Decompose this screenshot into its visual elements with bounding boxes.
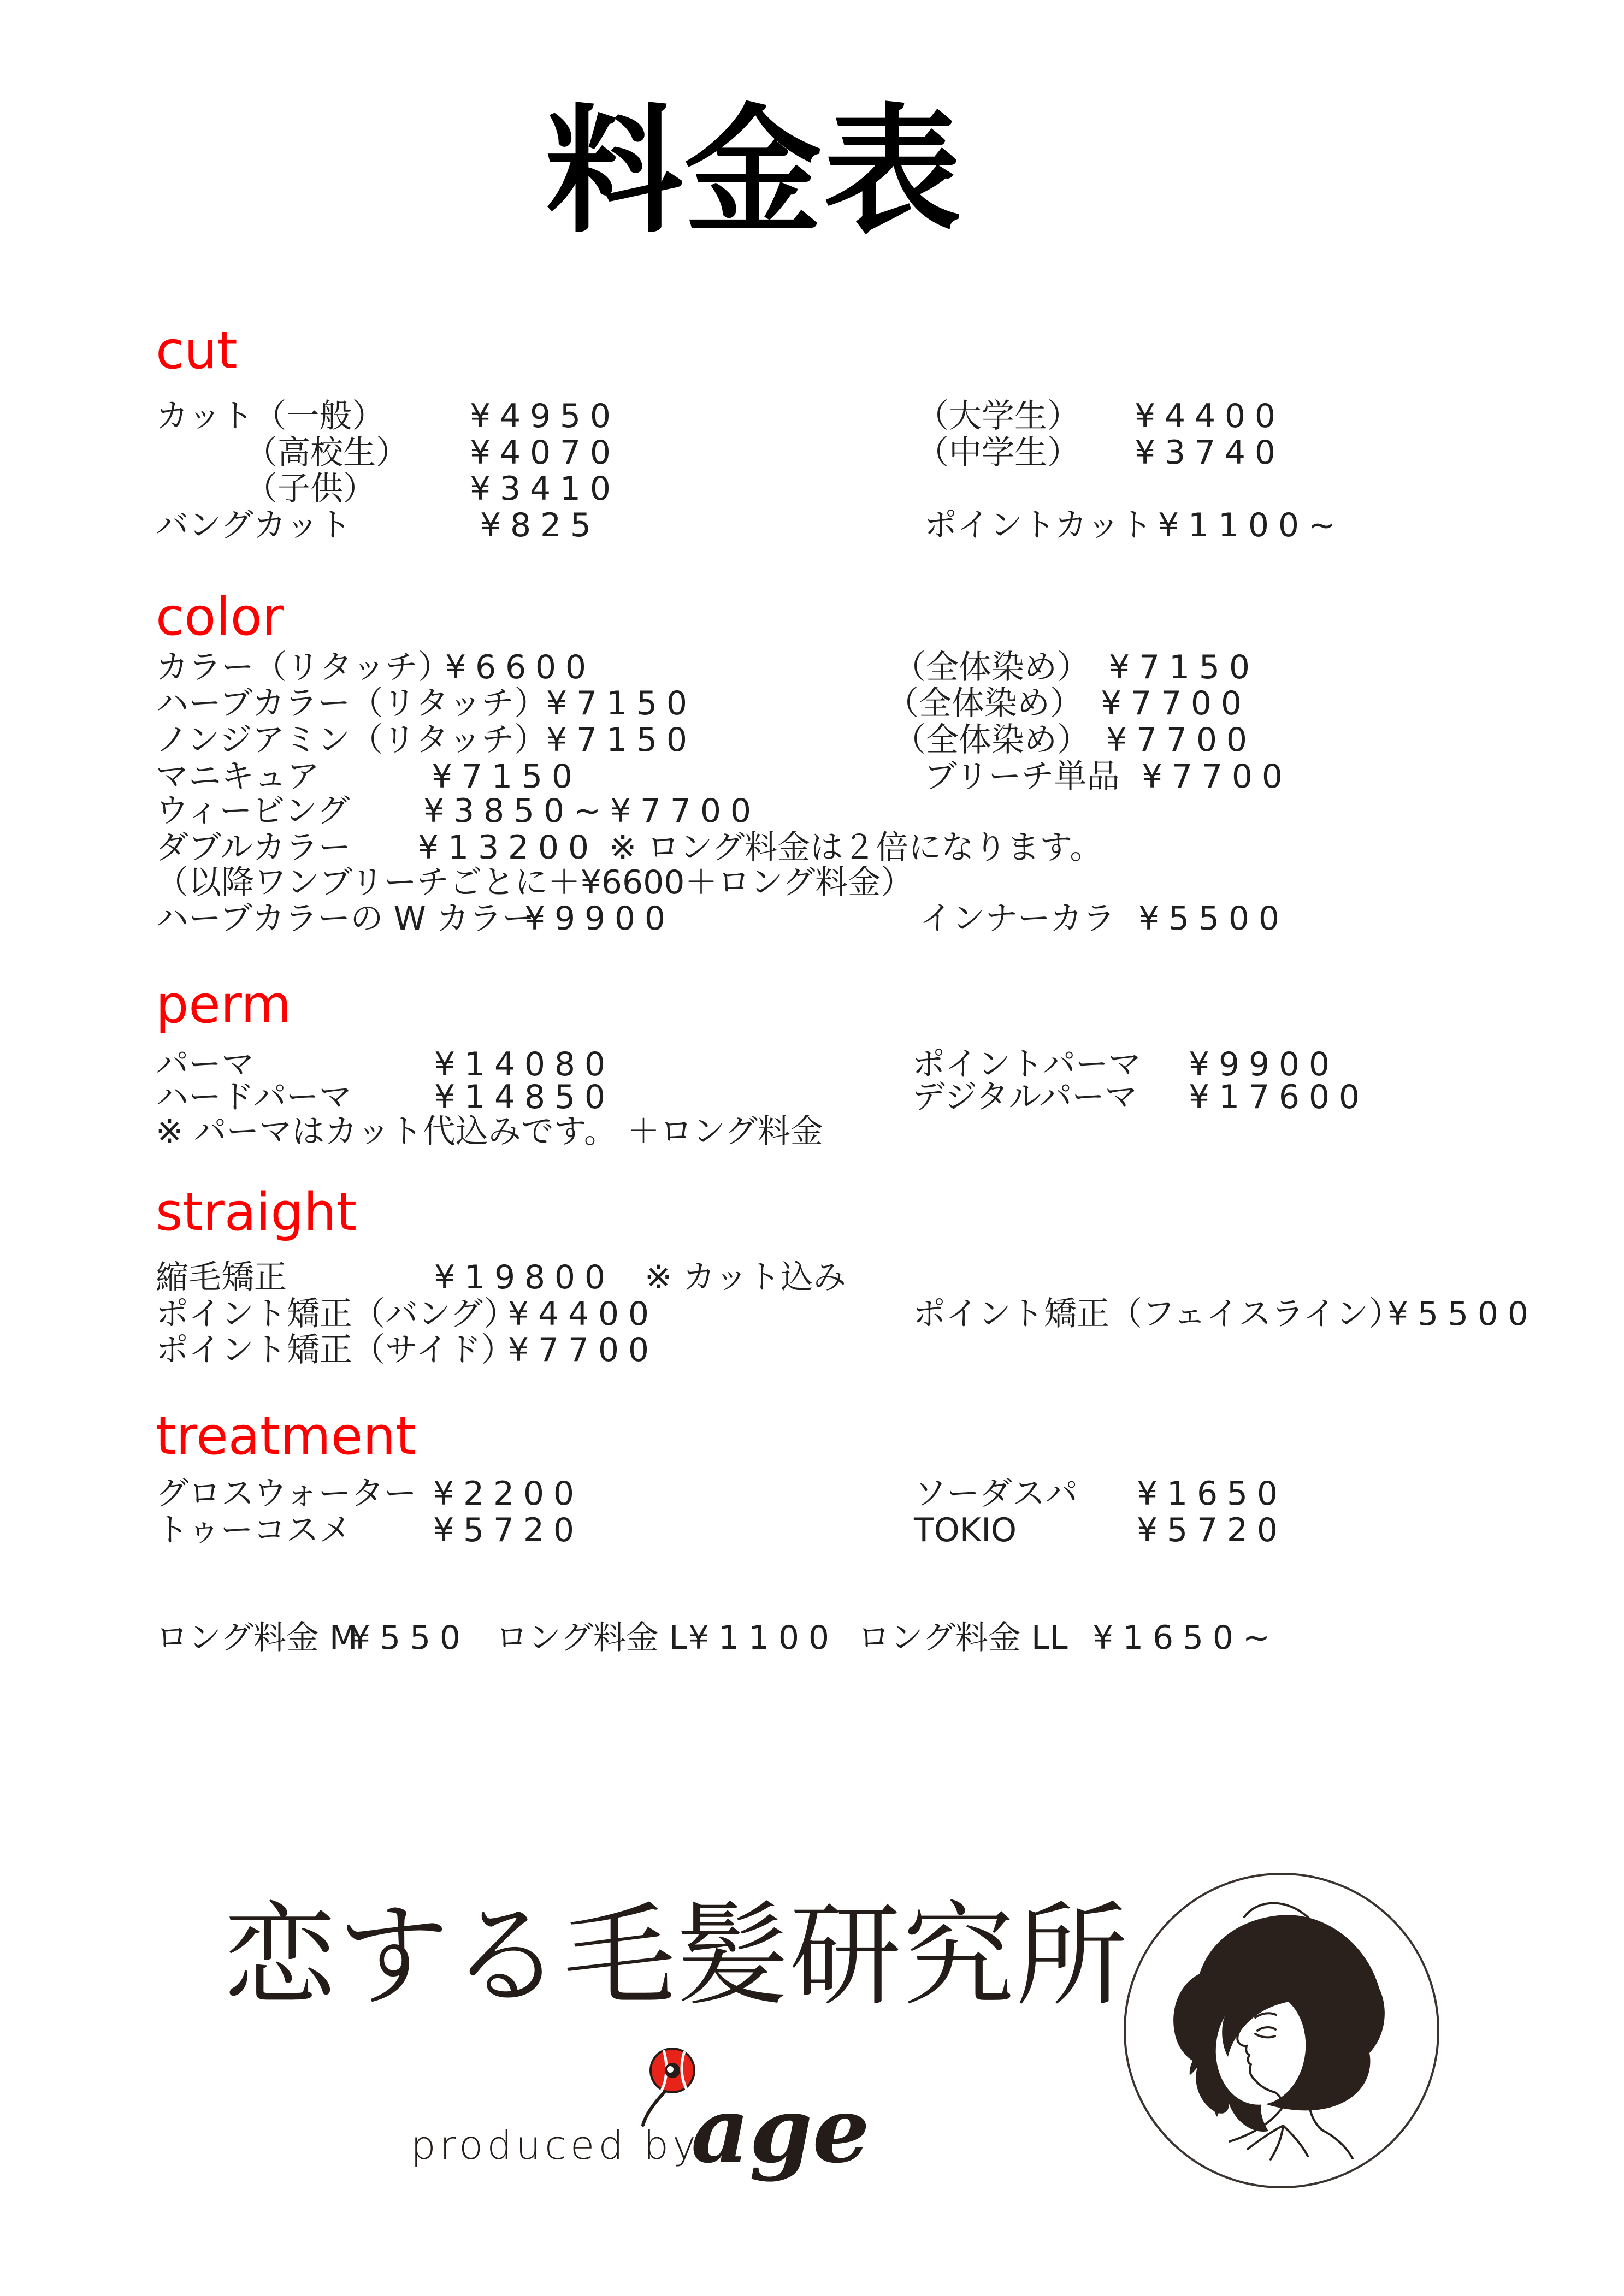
service-price: ¥14080 xyxy=(434,1045,615,1084)
service-price: ¥5720 xyxy=(433,1511,583,1549)
service-label: カット（一般） xyxy=(156,397,385,435)
service-price: ¥3850~¥7700 xyxy=(423,792,760,830)
service-note: ※ ロング料金は２倍になります。 xyxy=(609,829,1103,867)
section-header-treatment: treatment xyxy=(156,1406,416,1466)
section-header-straight: straight xyxy=(156,1182,357,1242)
produced-by-label: produced by xyxy=(411,2122,700,2168)
service-label: ハーブカラー（リタッチ） xyxy=(156,684,547,723)
long-fee-label: ロング料金 L xyxy=(495,1619,688,1657)
service-price: ¥1650 xyxy=(1137,1475,1287,1513)
service-price: ¥7150 xyxy=(546,721,696,759)
service-price: ¥4400 xyxy=(1135,397,1285,435)
service-price: ¥825 xyxy=(480,506,600,545)
service-label: （全体染め） xyxy=(893,721,1090,759)
service-label: ハーブカラーの W カラー xyxy=(156,900,535,938)
service-label: ポイントパーマ xyxy=(912,1045,1141,1084)
service-price: ¥4070 xyxy=(470,434,620,472)
service-label: ノンジアミン（リタッチ） xyxy=(156,721,547,759)
service-price: ¥17600 xyxy=(1189,1078,1369,1116)
service-price: ¥19800 xyxy=(434,1258,615,1297)
service-label: トゥーコスメ xyxy=(156,1511,352,1549)
long-fee-price: ¥1650~ xyxy=(1092,1619,1279,1657)
service-price: ¥7700 xyxy=(1106,721,1256,759)
service-label: ソーダスパ xyxy=(914,1475,1078,1513)
service-price: ¥1100~ xyxy=(1158,506,1345,545)
service-label: （全体染め） xyxy=(886,684,1083,723)
service-label: マニキュア xyxy=(156,758,320,796)
service-label: ポイント矯正（サイド） xyxy=(156,1331,514,1369)
service-label: （子供） xyxy=(245,470,376,508)
service-price: ¥13200 xyxy=(418,829,598,867)
service-label: カラー（リタッチ） xyxy=(156,648,451,687)
service-label: ポイント矯正（フェイスライン） xyxy=(913,1295,1402,1333)
service-price: ¥7150 xyxy=(432,758,582,796)
service-price: ¥5720 xyxy=(1137,1511,1287,1549)
service-price: ¥4400 xyxy=(508,1295,658,1333)
service-label: デジタルパーマ xyxy=(912,1078,1138,1116)
service-price: ¥3740 xyxy=(1135,434,1285,472)
service-label: バングカット xyxy=(156,506,352,545)
service-label: （大学生） xyxy=(916,397,1080,435)
producer-name: age xyxy=(691,2077,870,2183)
service-price: ¥9900 xyxy=(524,900,675,938)
service-price: ¥4950 xyxy=(470,397,620,435)
service-price: ¥5500 xyxy=(1387,1295,1538,1333)
service-note: ※ カット込み xyxy=(645,1258,846,1297)
service-label: インナーカラ xyxy=(919,900,1115,938)
service-label: （中学生） xyxy=(916,434,1080,472)
service-price: ¥5500 xyxy=(1138,900,1289,938)
service-price: ¥9900 xyxy=(1189,1045,1339,1084)
girl-profile-emblem xyxy=(1118,1867,1445,2197)
long-fee-label: ロング料金 LL xyxy=(858,1619,1068,1657)
service-label: ポイントカット xyxy=(924,506,1153,545)
service-label: パーマ xyxy=(156,1045,254,1084)
section-header-cut: cut xyxy=(156,321,238,381)
service-price: ¥7700 xyxy=(1101,684,1251,723)
service-label: TOKIO xyxy=(914,1511,1017,1549)
service-price: ¥7700 xyxy=(1142,758,1292,796)
service-label: 縮毛矯正 xyxy=(156,1258,287,1297)
long-fee-price: ¥1100 xyxy=(688,1619,838,1657)
service-note: （以降ワンブリーチごとに＋¥6600＋ロング料金） xyxy=(156,863,914,902)
service-price: ¥7150 xyxy=(1109,648,1259,687)
service-label: ウィービング xyxy=(156,792,350,830)
service-label: ダブルカラー xyxy=(156,829,351,867)
service-note: ※ パーマはカット代込みです。 ＋ロング料金 xyxy=(156,1113,823,1151)
service-label: グロスウォーター xyxy=(156,1475,417,1513)
service-label: （高校生） xyxy=(245,434,409,472)
service-price: ¥2200 xyxy=(433,1475,583,1513)
service-price: ¥14850 xyxy=(434,1078,615,1116)
section-header-color: color xyxy=(156,587,284,647)
service-price: ¥7150 xyxy=(546,684,696,723)
service-price: ¥6600 xyxy=(445,648,595,687)
service-price: ¥3410 xyxy=(470,470,620,508)
brand-logotype: 恋する毛髪研究所 xyxy=(224,1891,1129,2021)
page-title: 料金表 xyxy=(545,92,962,252)
long-fee-label: ロング料金 M xyxy=(156,1619,358,1657)
service-label: ハードパーマ xyxy=(156,1078,352,1116)
section-header-perm: perm xyxy=(156,975,292,1035)
long-fee-price: ¥550 xyxy=(350,1619,470,1657)
service-label: ポイント矯正（バング） xyxy=(156,1295,517,1333)
service-price: ¥7700 xyxy=(508,1331,658,1369)
service-label: ブリーチ単品 xyxy=(924,758,1120,796)
service-label: （全体染め） xyxy=(893,648,1090,687)
